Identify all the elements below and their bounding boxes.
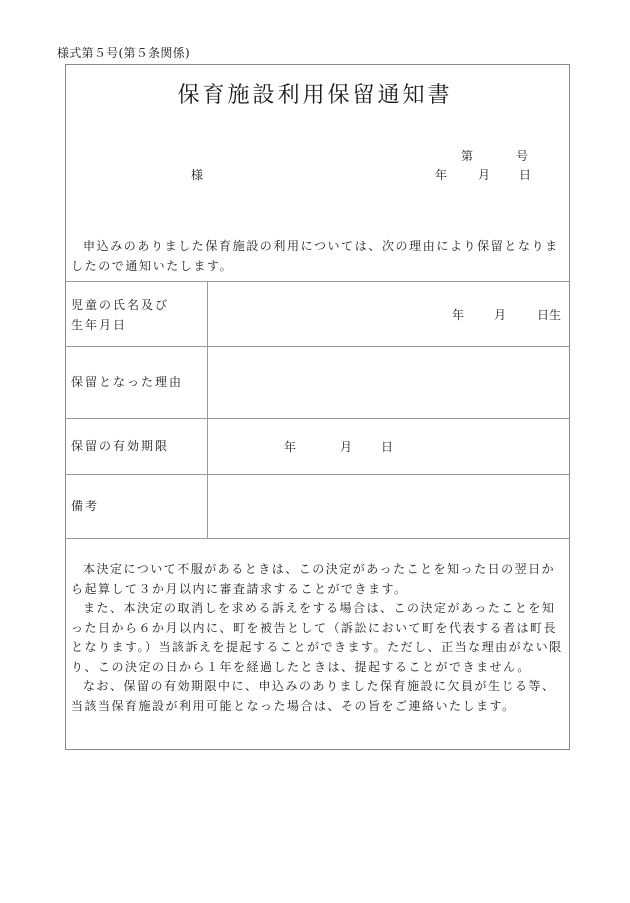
- row-divider: [65, 281, 570, 282]
- birth-day-marker: 日生: [537, 308, 562, 322]
- form-reference: 様式第５号(第５条関係): [57, 46, 190, 60]
- appeal-notes: [71, 560, 565, 716]
- issue-date-year: 年: [435, 168, 448, 182]
- remarks-label: 備考: [71, 499, 100, 513]
- row-divider: [65, 418, 570, 419]
- notice-number-suffix: 号: [516, 149, 529, 163]
- intro-text: 申込みのありました保育施設の利用については、次の理由により保留となりましたので通知いたします。: [71, 239, 559, 273]
- child-name-label-line1: 児童の氏名及び: [71, 298, 170, 312]
- validity-year-marker: 年: [284, 440, 297, 454]
- child-name-label-line2: 生年月日: [71, 318, 128, 332]
- validity-month-marker: 月: [340, 440, 353, 454]
- issue-date-month: 月: [478, 168, 491, 182]
- recipient-honorific: 様: [191, 168, 204, 182]
- notes-paragraph-2: また、本決定の取消しを求める訴えをする場合は、この決定があったことを知った日から６か月以内に、町を被告として（訴訟において町を代表する者は町長となります。）当該訴えを提起することができます。ただし、正当な理由がない限り、この決定の日から１年を経過したときは、提起することができません。: [71, 601, 563, 674]
- issue-date-day: 日: [519, 168, 532, 182]
- row-divider: [65, 346, 570, 347]
- column-divider: [207, 281, 208, 538]
- validity-day-marker: 日: [381, 440, 394, 454]
- notes-paragraph-3: なお、保留の有効期限中に、申込みのありました保育施設に欠員が生じる等、当該当保育施設が利用可能となった場合は、その旨をご連絡いたします。: [71, 679, 556, 713]
- validity-label: 保留の有効期限: [71, 439, 170, 453]
- notice-number-prefix: 第: [461, 149, 474, 163]
- row-divider: [65, 474, 570, 475]
- row-divider: [65, 538, 570, 539]
- document-title: 保育施設利用保留通知書: [177, 83, 453, 108]
- birth-month-marker: 月: [494, 308, 507, 322]
- notes-paragraph-1: 本決定について不服があるときは、この決定があったことを知った日の翌日から起算して３か月以内に審査請求することができます。: [71, 562, 556, 596]
- reason-label: 保留となった理由: [71, 375, 184, 389]
- child-name-label: [71, 295, 169, 335]
- birth-year-marker: 年: [452, 308, 465, 322]
